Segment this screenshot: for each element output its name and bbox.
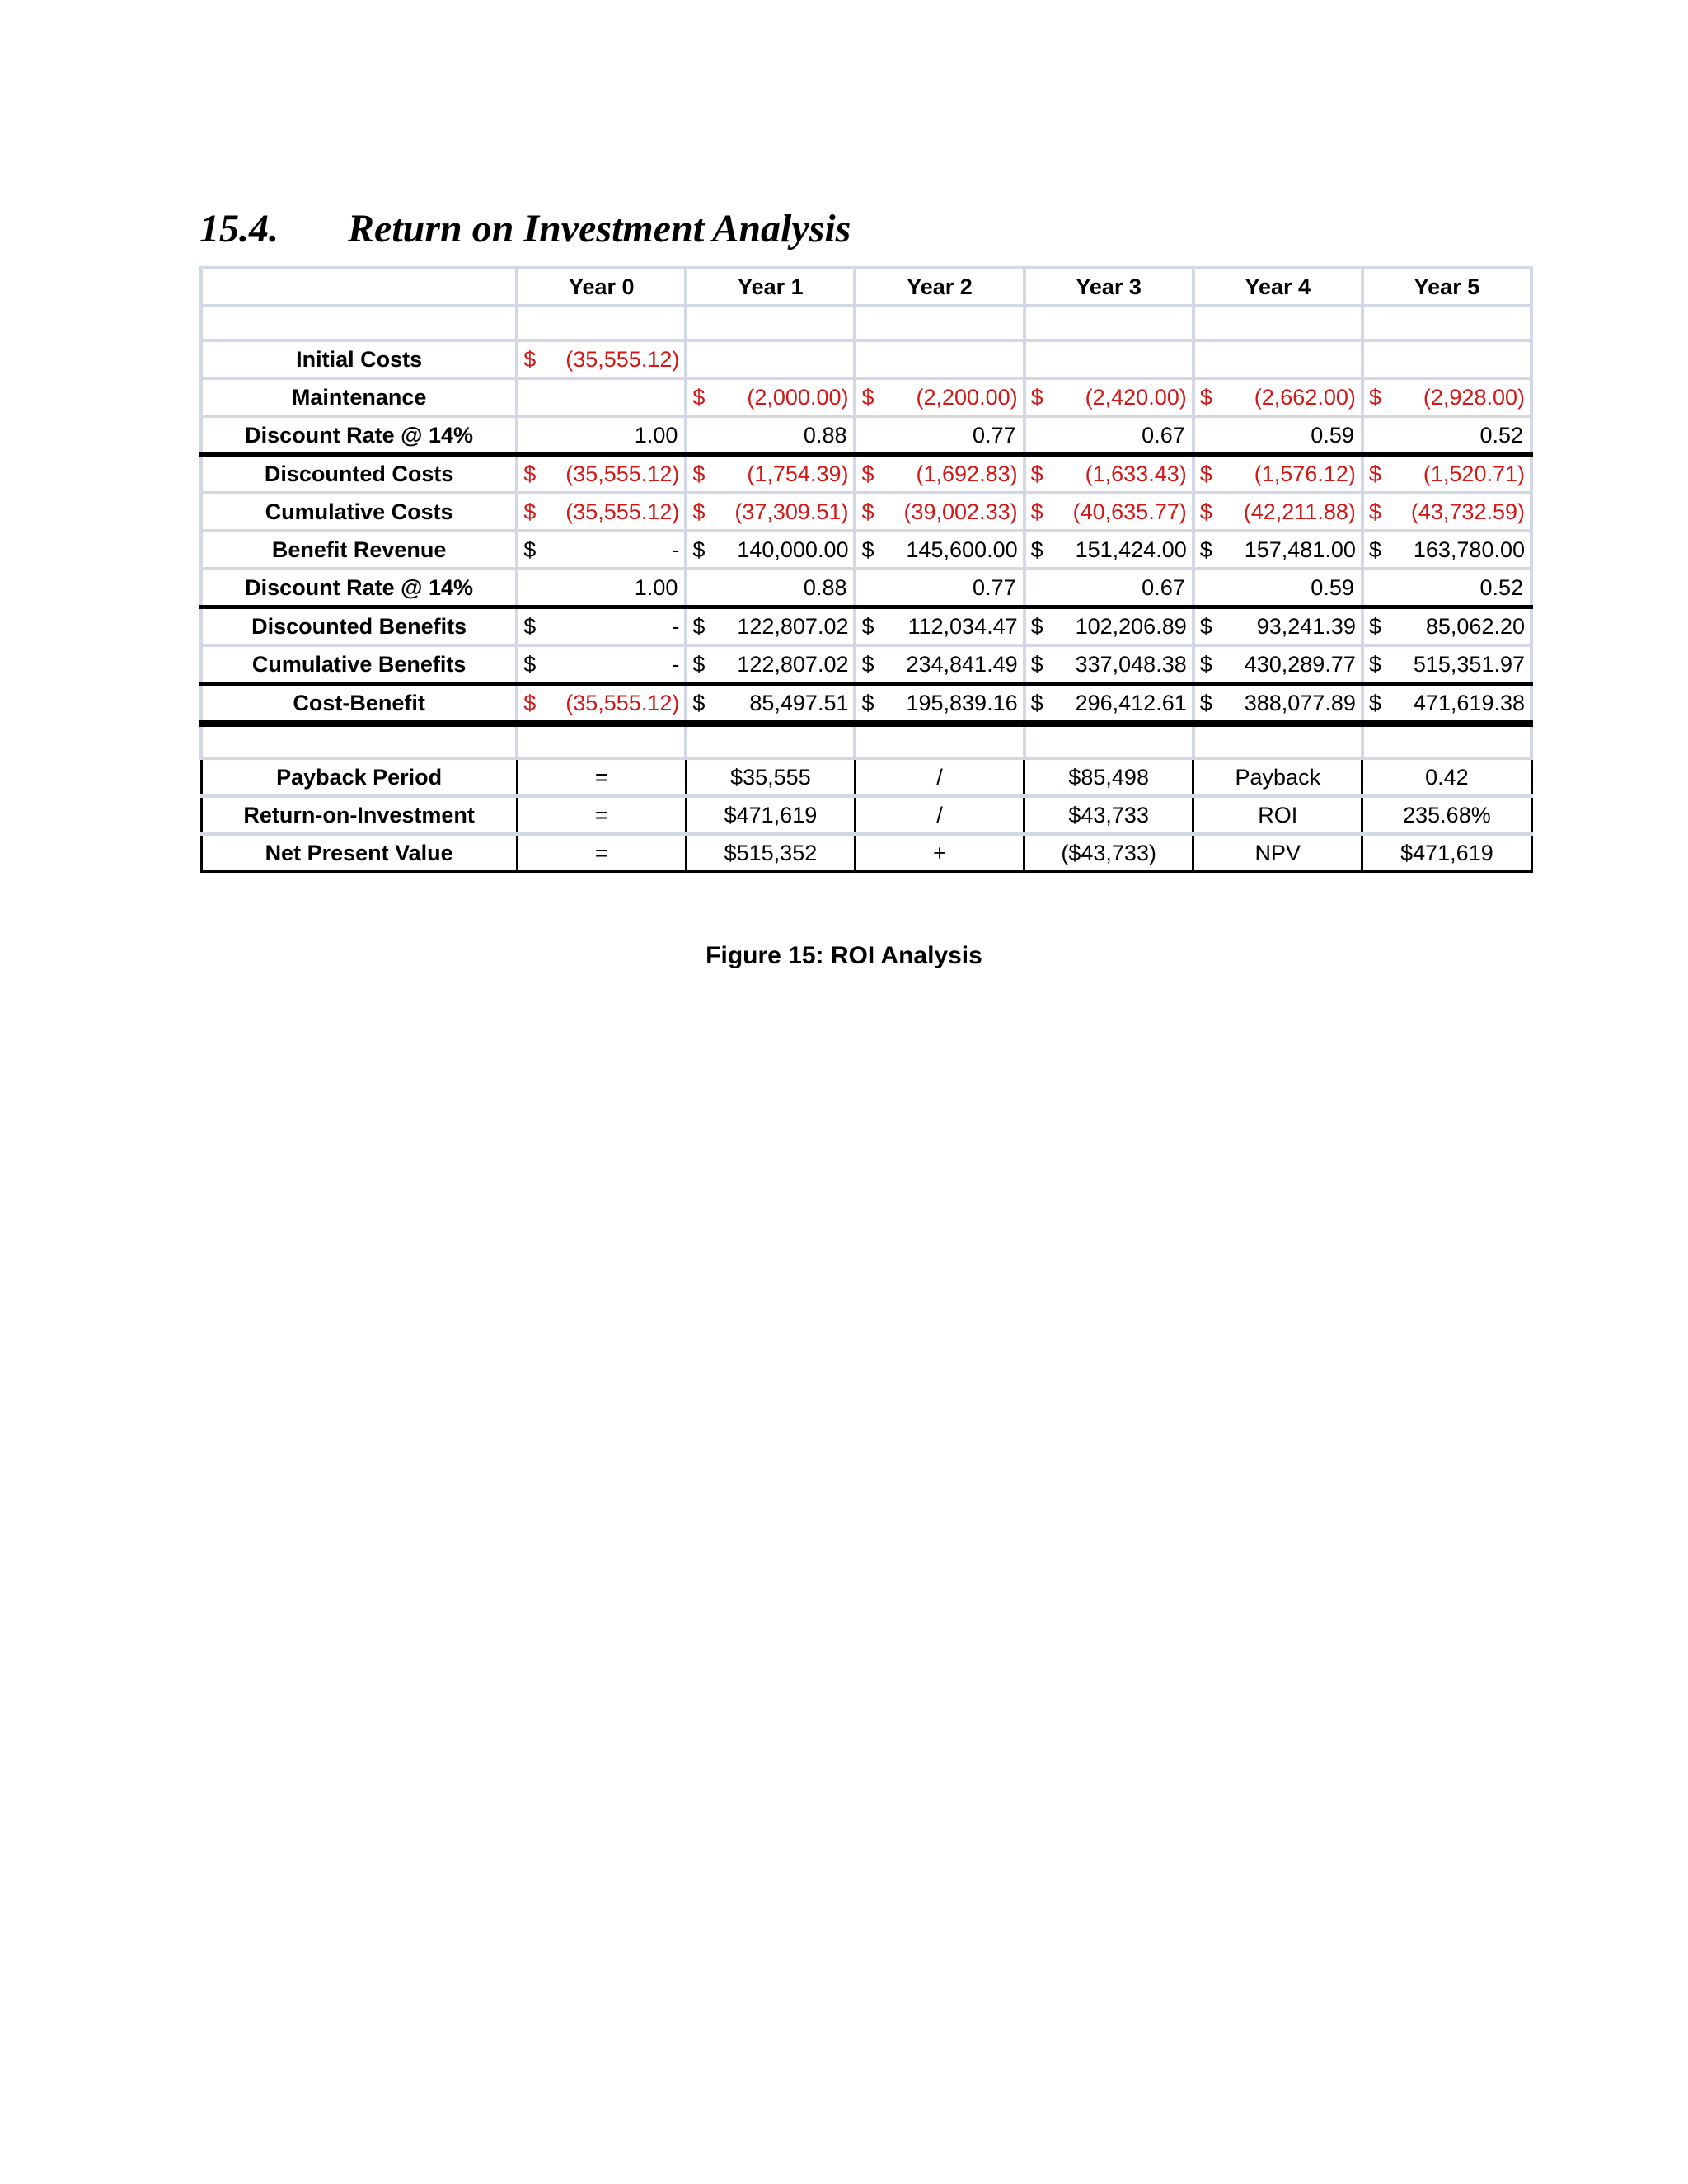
currency-symbol: $ xyxy=(861,691,874,715)
value-cell xyxy=(855,645,1024,684)
value-cell: 1.00 xyxy=(517,569,686,607)
blank-cell xyxy=(686,306,855,340)
currency-symbol: $ xyxy=(692,462,706,486)
summary-cell: 235.68% xyxy=(1362,796,1531,834)
currency-symbol: $ xyxy=(861,385,874,410)
blank-cell xyxy=(201,306,517,340)
row-label: Discount Rate @ 14% xyxy=(201,416,517,455)
row-initial-costs xyxy=(201,340,1531,378)
summary-cell: $85,498 xyxy=(1025,758,1193,796)
amount: 430,289.77 xyxy=(1244,652,1356,677)
blank-cell xyxy=(1025,306,1193,340)
currency-symbol: $ xyxy=(1199,614,1212,639)
header-cell: Year 1 xyxy=(686,268,855,306)
currency-symbol: $ xyxy=(523,462,537,486)
currency-symbol: $ xyxy=(692,385,706,410)
amount: (1,692.83) xyxy=(916,462,1018,486)
value-cell xyxy=(686,455,855,494)
amount: (43,732.59) xyxy=(1410,499,1525,524)
amount: 112,034.47 xyxy=(907,614,1018,639)
value-cell xyxy=(686,378,855,416)
value-cell xyxy=(1362,455,1531,494)
amount: - xyxy=(672,652,680,677)
currency-symbol: $ xyxy=(1368,537,1381,562)
value-cell xyxy=(517,531,686,569)
header-cell: Year 3 xyxy=(1025,268,1193,306)
value-cell xyxy=(1362,493,1531,531)
amount: 163,780.00 xyxy=(1413,537,1525,562)
summary-row-roi xyxy=(201,796,1531,834)
row-label: Cost-Benefit xyxy=(201,684,517,724)
summary-cell: / xyxy=(855,796,1024,834)
amount: (2,420.00) xyxy=(1085,385,1187,410)
value-cell: 0.52 xyxy=(1362,569,1531,607)
currency-symbol: $ xyxy=(1030,652,1043,677)
value-cell xyxy=(517,645,686,684)
currency-symbol: $ xyxy=(1368,385,1381,410)
value-cell xyxy=(1025,607,1193,646)
value-cell xyxy=(855,378,1024,416)
currency-symbol: $ xyxy=(861,537,874,562)
summary-cell: $515,352 xyxy=(686,834,855,872)
value-cell xyxy=(855,493,1024,531)
value-cell xyxy=(1362,378,1531,416)
row-label: Maintenance xyxy=(201,378,517,416)
amount: (2,200.00) xyxy=(916,385,1018,410)
amount: (2,928.00) xyxy=(1423,385,1525,410)
amount: (1,754.39) xyxy=(747,462,849,486)
value-cell xyxy=(1025,531,1193,569)
blank-row xyxy=(201,306,1531,340)
blank-row xyxy=(201,724,1531,758)
row-discount-rate-benefits xyxy=(201,569,1531,607)
summary-cell: $471,619 xyxy=(1362,834,1531,872)
summary-cell: Payback xyxy=(1193,758,1362,796)
row-label: Benefit Revenue xyxy=(201,531,517,569)
summary-label: Payback Period xyxy=(201,758,517,796)
value-cell xyxy=(1193,378,1362,416)
section-number: 15.4. xyxy=(199,207,279,251)
currency-symbol: $ xyxy=(523,537,537,562)
summary-cell: + xyxy=(855,834,1024,872)
currency-symbol: $ xyxy=(1368,652,1381,677)
value-cell: 0.67 xyxy=(1025,569,1193,607)
currency-symbol: $ xyxy=(692,499,706,524)
currency-symbol: $ xyxy=(1199,537,1212,562)
header-cell: Year 4 xyxy=(1193,268,1362,306)
value-cell xyxy=(1025,645,1193,684)
value-cell xyxy=(686,531,855,569)
value-cell xyxy=(1025,684,1193,724)
value-cell: 0.52 xyxy=(1362,416,1531,455)
summary-cell: NPV xyxy=(1193,834,1362,872)
row-label: Discounted Costs xyxy=(201,455,517,494)
row-label: Discount Rate @ 14% xyxy=(201,569,517,607)
row-cost-benefit xyxy=(201,684,1531,724)
value-cell: 0.88 xyxy=(686,416,855,455)
amount: 388,077.89 xyxy=(1244,691,1356,715)
amount: 122,807.02 xyxy=(737,652,849,677)
value-cell: 0.59 xyxy=(1193,569,1362,607)
summary-cell: $43,733 xyxy=(1025,796,1193,834)
value-cell xyxy=(855,684,1024,724)
amount: 93,241.39 xyxy=(1256,614,1356,639)
header-cell: Year 2 xyxy=(855,268,1024,306)
summary-cell: / xyxy=(855,758,1024,796)
value-cell xyxy=(1362,684,1531,724)
currency-symbol: $ xyxy=(1030,385,1043,410)
row-label: Discounted Benefits xyxy=(201,607,517,646)
row-cumulative-costs xyxy=(201,493,1531,531)
currency-symbol: $ xyxy=(1368,691,1381,715)
currency-symbol: $ xyxy=(1030,462,1043,486)
currency-symbol: $ xyxy=(1199,652,1212,677)
value-cell: 0.67 xyxy=(1025,416,1193,455)
value-cell xyxy=(1193,531,1362,569)
amount: (39,002.33) xyxy=(903,499,1018,524)
blank-cell xyxy=(517,724,686,758)
amount: 234,841.49 xyxy=(906,652,1018,677)
currency-symbol: $ xyxy=(692,614,706,639)
row-discount-rate-costs xyxy=(201,416,1531,455)
currency-symbol: $ xyxy=(523,614,537,639)
value-cell xyxy=(1362,607,1531,646)
currency-symbol: $ xyxy=(523,347,537,372)
header-row xyxy=(201,268,1531,306)
value-cell xyxy=(517,684,686,724)
currency-symbol: $ xyxy=(1030,691,1043,715)
currency-symbol: $ xyxy=(861,614,874,639)
value-cell xyxy=(1025,378,1193,416)
currency-symbol: $ xyxy=(861,652,874,677)
row-label: Cumulative Costs xyxy=(201,493,517,531)
value-cell xyxy=(686,645,855,684)
currency-symbol: $ xyxy=(692,691,706,715)
summary-label: Net Present Value xyxy=(201,834,517,872)
row-cumulative-benefits xyxy=(201,645,1531,684)
value-cell xyxy=(1193,645,1362,684)
value-cell xyxy=(1362,645,1531,684)
header-cell: Year 5 xyxy=(1362,268,1531,306)
row-maintenance xyxy=(201,378,1531,416)
amount: 515,351.97 xyxy=(1413,652,1525,677)
amount: 157,481.00 xyxy=(1244,537,1356,562)
amount: 85,497.51 xyxy=(749,691,849,715)
currency-symbol: $ xyxy=(523,499,537,524)
value-cell xyxy=(1193,684,1362,724)
section-title: Return on Investment Analysis xyxy=(348,207,851,251)
summary-cell: = xyxy=(517,796,686,834)
value-cell xyxy=(1025,493,1193,531)
currency-symbol: $ xyxy=(1368,614,1381,639)
value-cell xyxy=(855,531,1024,569)
amount: 145,600.00 xyxy=(906,537,1018,562)
summary-cell: = xyxy=(517,834,686,872)
blank-cell xyxy=(855,724,1024,758)
currency-symbol: $ xyxy=(1030,499,1043,524)
value-cell xyxy=(855,340,1024,378)
row-discounted-benefits xyxy=(201,607,1531,646)
value-cell xyxy=(1025,455,1193,494)
amount: - xyxy=(672,614,680,639)
value-cell xyxy=(686,684,855,724)
currency-symbol: $ xyxy=(1030,614,1043,639)
value-cell xyxy=(1025,340,1193,378)
currency-symbol: $ xyxy=(692,652,706,677)
section-heading xyxy=(199,200,851,258)
value-cell xyxy=(1193,607,1362,646)
value-cell: 0.77 xyxy=(855,569,1024,607)
amount: (42,211.88) xyxy=(1243,499,1356,524)
blank-cell xyxy=(855,306,1024,340)
currency-symbol: $ xyxy=(861,499,874,524)
summary-cell: 0.42 xyxy=(1362,758,1531,796)
blank-cell xyxy=(1025,724,1193,758)
summary-label: Return-on-Investment xyxy=(201,796,517,834)
value-cell xyxy=(517,455,686,494)
blank-cell xyxy=(1362,306,1531,340)
amount: 471,619.38 xyxy=(1413,691,1525,715)
currency-symbol: $ xyxy=(523,691,537,715)
amount: (37,309.51) xyxy=(734,499,849,524)
blank-cell xyxy=(1193,306,1362,340)
value-cell: 0.77 xyxy=(855,416,1024,455)
value-cell: 1.00 xyxy=(517,416,686,455)
blank-cell xyxy=(201,724,517,758)
currency-symbol: $ xyxy=(1368,462,1381,486)
summary-row-npv xyxy=(201,834,1531,872)
value-cell xyxy=(517,340,686,378)
value-cell xyxy=(686,493,855,531)
value-cell xyxy=(1193,340,1362,378)
amount: 140,000.00 xyxy=(737,537,849,562)
amount: (35,555.12) xyxy=(565,347,680,372)
amount: (2,662.00) xyxy=(1254,385,1356,410)
amount: 296,412.61 xyxy=(1075,691,1187,715)
currency-symbol: $ xyxy=(1199,691,1212,715)
value-cell xyxy=(686,607,855,646)
amount: 195,839.16 xyxy=(906,691,1018,715)
figure-caption: Figure 15: ROI Analysis xyxy=(706,942,982,969)
amount: (2,000.00) xyxy=(747,385,849,410)
value-cell xyxy=(1362,531,1531,569)
summary-cell: $35,555 xyxy=(686,758,855,796)
amount: (35,555.12) xyxy=(565,499,680,524)
value-cell xyxy=(855,455,1024,494)
value-cell xyxy=(517,493,686,531)
blank-cell xyxy=(1362,724,1531,758)
value-cell xyxy=(686,340,855,378)
value-cell xyxy=(1193,455,1362,494)
blank-cell xyxy=(517,306,686,340)
summary-cell: = xyxy=(517,758,686,796)
currency-symbol: $ xyxy=(861,462,874,486)
summary-cell: ROI xyxy=(1193,796,1362,834)
value-cell xyxy=(855,607,1024,646)
blank-cell xyxy=(686,724,855,758)
header-cell: Year 0 xyxy=(517,268,686,306)
amount: (1,576.12) xyxy=(1254,462,1356,486)
roi-table xyxy=(199,266,1533,873)
currency-symbol: $ xyxy=(1199,462,1212,486)
currency-symbol: $ xyxy=(1199,499,1212,524)
amount: (35,555.12) xyxy=(565,691,680,715)
amount: 102,206.89 xyxy=(1075,614,1187,639)
value-cell: 0.88 xyxy=(686,569,855,607)
value-cell xyxy=(1193,493,1362,531)
currency-symbol: $ xyxy=(523,652,537,677)
summary-row-payback xyxy=(201,758,1531,796)
summary-cell: ($43,733) xyxy=(1025,834,1193,872)
header-cell xyxy=(201,268,517,306)
amount: (1,520.71) xyxy=(1423,462,1525,486)
currency-symbol: $ xyxy=(1030,537,1043,562)
amount: (1,633.43) xyxy=(1085,462,1187,486)
currency-symbol: $ xyxy=(1199,385,1212,410)
amount: 85,062.20 xyxy=(1425,614,1525,639)
summary-cell: $471,619 xyxy=(686,796,855,834)
blank-cell xyxy=(1193,724,1362,758)
value-cell xyxy=(1362,340,1531,378)
amount: 151,424.00 xyxy=(1075,537,1187,562)
row-discounted-costs xyxy=(201,455,1531,494)
row-label: Initial Costs xyxy=(201,340,517,378)
amount: 337,048.38 xyxy=(1075,652,1187,677)
amount: 122,807.02 xyxy=(737,614,849,639)
value-cell: 0.59 xyxy=(1193,416,1362,455)
amount: - xyxy=(672,537,680,562)
amount: (40,635.77) xyxy=(1072,499,1187,524)
row-benefit-revenue xyxy=(201,531,1531,569)
currency-symbol: $ xyxy=(1368,499,1381,524)
value-cell xyxy=(517,607,686,646)
amount: (35,555.12) xyxy=(565,462,680,486)
row-label: Cumulative Benefits xyxy=(201,645,517,684)
value-cell xyxy=(517,378,686,416)
currency-symbol: $ xyxy=(692,537,706,562)
